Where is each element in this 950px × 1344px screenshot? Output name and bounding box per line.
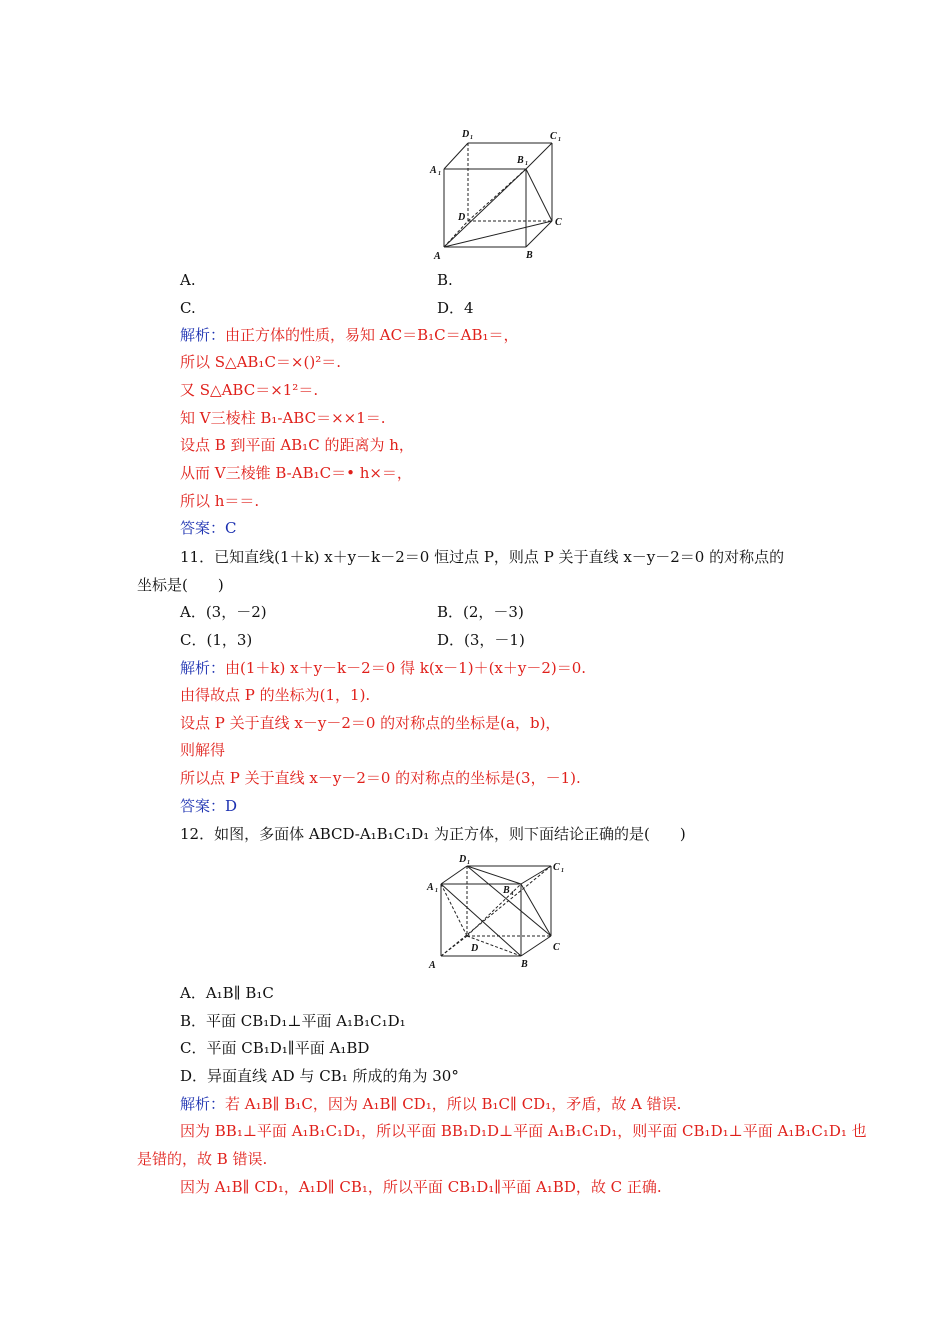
q11-option-c: C．(1，3) [180, 631, 253, 649]
label-D: D [471, 943, 479, 954]
label-A1-sub: 1 [435, 888, 438, 894]
q11-stem-line-2: 坐标是( ) [137, 576, 224, 594]
label-D1: D [462, 129, 470, 140]
q12-solution-line-4: 因为 A₁B∥ CD₁，A₁D∥ CB₁，所以平面 CB₁D₁∥平面 A₁BD，故 C 正确. [180, 1178, 662, 1196]
label-C1: C [550, 131, 557, 142]
label-D1: D [459, 854, 467, 865]
label-D1-sub: 1 [467, 860, 470, 866]
q12-stem: 12．如图，多面体 ABCD-A₁B₁C₁D₁ 为正方体，则下面结论正确的是( ) [180, 825, 686, 843]
label-C1-sub: 1 [561, 868, 564, 874]
q11-solution-line-2: 由得故点 P 的坐标为(1，1). [180, 686, 371, 704]
q11-answer: 答案：D [180, 797, 238, 815]
q11-option-b: B．(2，－3) [437, 603, 524, 621]
q12-option-c: C．平面 CB₁D₁∥平面 A₁BD [180, 1039, 370, 1057]
label-B: B [521, 959, 528, 970]
q11-solution-line-1 [180, 658, 586, 678]
label-B1: B [517, 155, 524, 166]
q10-solution-line-3: 又 S△ABC＝×1²＝. [180, 381, 319, 399]
label-C: C [555, 217, 562, 228]
label-B: B [526, 250, 533, 261]
q10-solution-text-1: 由正方体的性质，易知 AC＝B₁C＝AB₁＝， [225, 326, 519, 344]
label-B1: B [503, 885, 510, 896]
q10-solution-line-7: 所以 h＝＝. [180, 492, 260, 510]
q10-solution-line-4: 知 V三棱柱 B₁-ABC＝××1＝. [180, 409, 386, 427]
q10-option-d: D．4 [437, 299, 474, 317]
q11-solution-text-1: 由(1＋k) x＋y－k－2＝0 得 k(x－1)＋(x＋y－2)＝0. [225, 659, 587, 677]
q10-option-c: C. [180, 299, 196, 317]
solution-label: 解析： [180, 326, 226, 344]
q11-option-a: A．(3，－2) [180, 603, 267, 621]
label-D1-sub: 1 [470, 135, 473, 141]
q10-option-b: B. [437, 271, 453, 289]
q10-option-a: A. [180, 271, 196, 289]
q12-option-b: B．平面 CB₁D₁⊥平面 A₁B₁C₁D₁ [180, 1012, 406, 1030]
solution-label: 解析： [180, 1095, 226, 1113]
cube-figure-1 [428, 125, 568, 265]
solution-label: 解析： [180, 659, 226, 677]
label-A1: A [427, 882, 434, 893]
cube-figure-2 [425, 850, 575, 975]
label-D: D [458, 212, 466, 223]
q12-solution-line-2: 因为 BB₁⊥平面 A₁B₁C₁D₁，所以平面 BB₁D₁D⊥平面 A₁B₁C₁D₁，则平面 CB₁D₁⊥平面 A₁B₁C₁D₁ 也 [180, 1122, 867, 1140]
q10-solution-line-5: 设点 B 到平面 AB₁C 的距离为 h， [180, 436, 414, 454]
label-C1: C [553, 862, 560, 873]
q10-solution-line-6: 从而 V三棱锥 B-AB₁C＝• h×＝， [180, 464, 412, 482]
q11-solution-line-4: 则解得 [180, 741, 226, 759]
q10-answer: 答案：C [180, 519, 237, 537]
label-C: C [553, 942, 560, 953]
q11-solution-line-3: 设点 P 关于直线 x－y－2＝0 的对称点的坐标是(a，b)， [180, 714, 561, 732]
q10-solution-line-2: 所以 S△AB₁C＝×()²＝. [180, 353, 341, 371]
q11-option-d: D．(3，－1) [437, 631, 525, 649]
label-C1-sub: 1 [558, 137, 561, 143]
label-A: A [434, 251, 441, 262]
q12-solution-text-1: 若 A₁B∥ B₁C，因为 A₁B∥ CD₁，所以 B₁C∥ CD₁，矛盾，故 A 错误. [225, 1095, 682, 1113]
q11-solution-line-5: 所以点 P 关于直线 x－y－2＝0 的对称点的坐标是(3，－1). [180, 769, 581, 787]
label-B1-sub: 1 [525, 161, 528, 167]
q10-solution-line-1 [180, 325, 518, 345]
q12-solution-line-3: 是错的，故 B 错误. [137, 1150, 268, 1168]
label-A1-sub: 1 [438, 171, 441, 177]
q12-option-a: A．A₁B∥ B₁C [180, 984, 274, 1002]
label-A: A [429, 960, 436, 971]
label-A1: A [430, 165, 437, 176]
q12-option-d: D．异面直线 AD 与 CB₁ 所成的角为 30° [180, 1067, 459, 1085]
q11-stem-line-1: 11．已知直线(1＋k) x＋y－k－2＝0 恒过点 P，则点 P 关于直线 x－y－2＝0 的对称点的 [180, 548, 785, 566]
label-B1-sub: 1 [511, 891, 514, 897]
q12-solution-line-1 [180, 1094, 681, 1114]
